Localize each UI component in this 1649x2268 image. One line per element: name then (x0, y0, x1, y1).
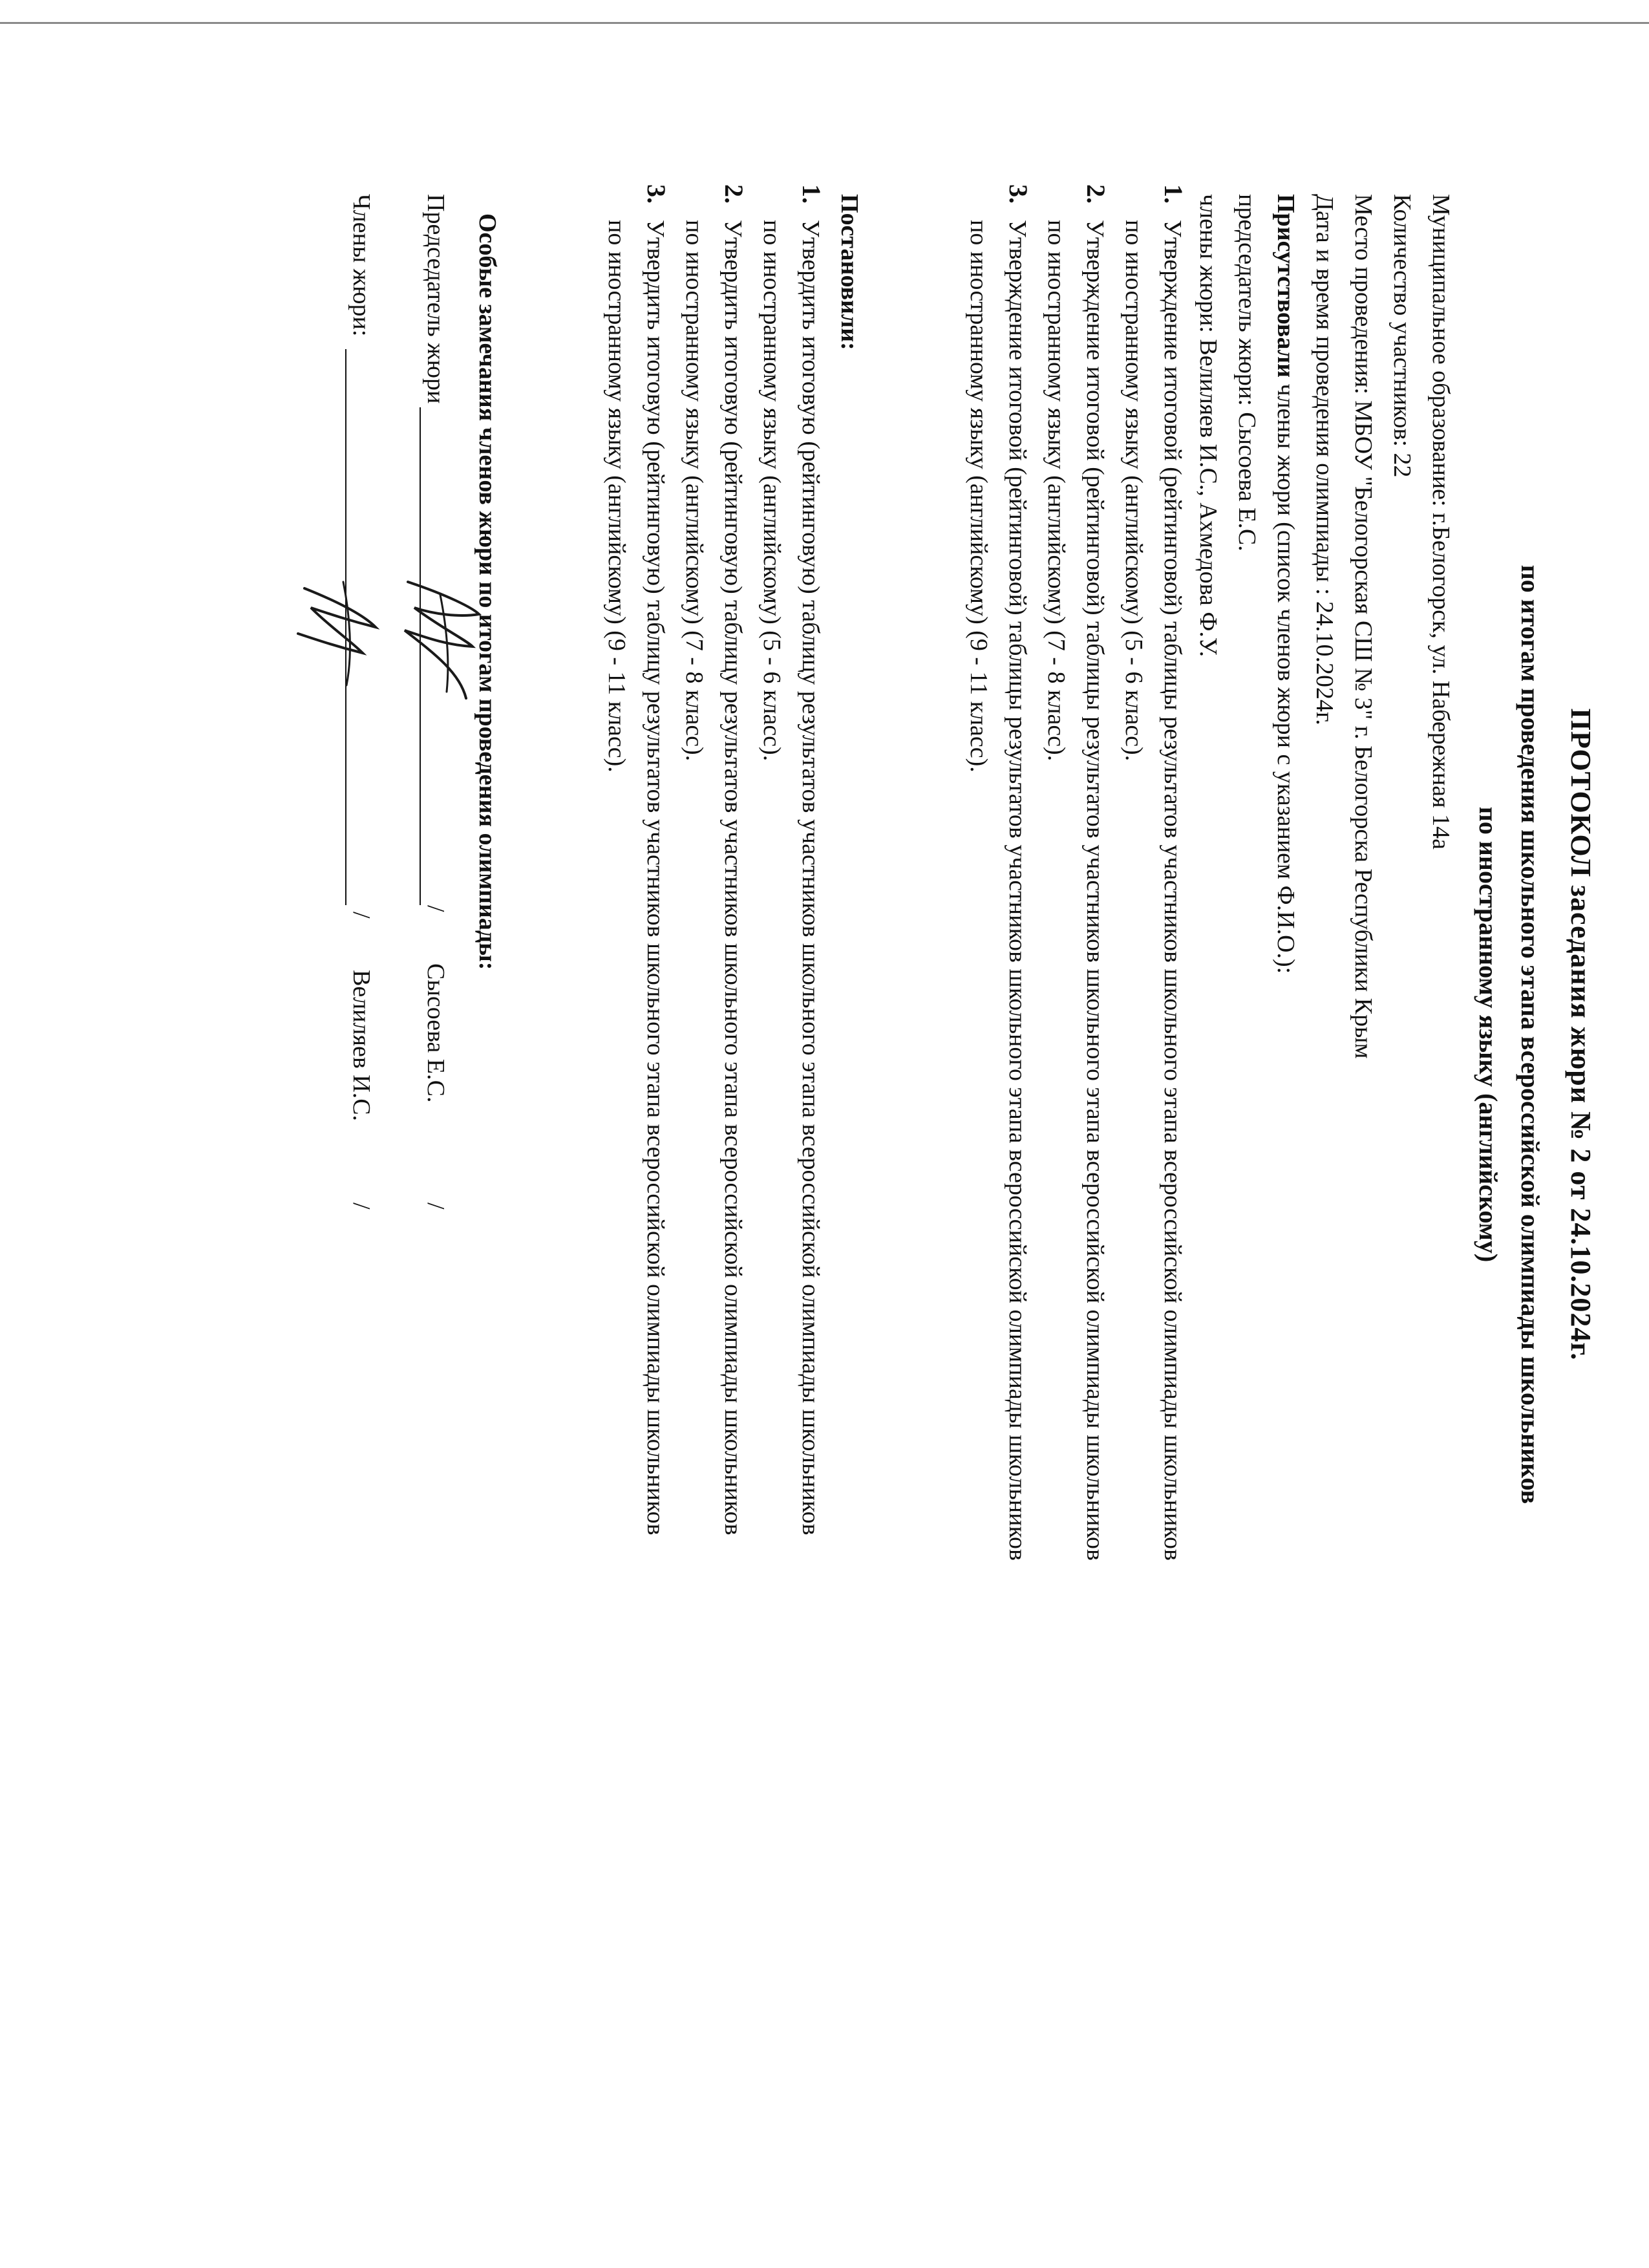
municipality-line: Муниципальное образование: г.Белогорск, ул. Набережная 14а (1427, 194, 1454, 850)
agenda-number: 3. (1004, 184, 1033, 204)
slash-mark: / (348, 1203, 375, 1210)
members-signature-label: Члены жюри: (348, 194, 375, 337)
chair-signature-label: Председатель жюри (422, 194, 449, 404)
slash-mark: / (422, 1203, 449, 1210)
members-line: члены жюри: Велиляев И.С., Ахмедова Ф.У. (1195, 194, 1222, 658)
resolved-number: 3. (642, 184, 671, 204)
resolved-number: 1. (797, 184, 826, 204)
agenda-item-line: по иностранному языку (английскому) (5 - 6 класс). (1120, 220, 1147, 762)
agenda-item-line: Утверждение итоговой (рейтинговой) таблицы результатов участников школьного этапа всероссийской олимпиады школьников (1004, 220, 1031, 1561)
venue-line: Место проведения: МБОУ "Белогорская СШ № 3" г. Белогорска Республики Крым (1350, 194, 1377, 1059)
resolved-number: 2. (719, 184, 749, 204)
slash-mark: / (348, 912, 375, 919)
chair-name: Сысоева Е.С. (422, 963, 449, 1103)
participants-line: Количество участников: 22 (1388, 194, 1416, 478)
resolved-item-line: Утвердить итоговую (рейтинговую) таблицу результатов участников школьного этапа всероссийской олимпиады школьников (719, 220, 747, 1535)
present-heading-rest: члены жюри (список членов жюри с указанием Ф.И.О.): (1272, 378, 1299, 974)
chair-handwritten-signature (395, 569, 485, 711)
agenda-item-line: по иностранному языку (английскому) (7 - 8 класс). (1043, 220, 1070, 762)
resolved-item-line: Утвердить итоговую (рейтинговую) таблицу результатов участников школьного этапа всероссийской олимпиады школьников (642, 220, 669, 1535)
present-line (1271, 194, 1300, 974)
resolved-item-line: по иностранному языку (английскому) (7 - 8 класс). (681, 220, 708, 762)
resolved-item-line: по иностранному языку (английскому) (5 - 6 класс). (758, 220, 785, 762)
agenda-item-line: Утверждение итоговой (рейтинговой) таблицы результатов участников школьного этапа всероссийской олимпиады школьников (1159, 220, 1186, 1561)
chairman-line: председатель жюри: Сысоева Е.С. (1233, 194, 1261, 551)
slash-mark: / (422, 905, 449, 912)
present-heading: Присутствовали (1272, 194, 1299, 378)
protocol-subject: по иностранному языку (английскому) (1474, 806, 1503, 1263)
agenda-item-line: Утверждение итоговой (рейтинговой) таблицы результатов участников школьного этапа всероссийской олимпиады школьников (1081, 220, 1109, 1561)
protocol-title: ПРОТОКОЛ заседания жюри № 2 от 24.10.2024г. (1565, 708, 1597, 1361)
datetime-line: Дата и время проведения олимпиады : 24.10.2024г. (1311, 194, 1338, 725)
remarks-heading: Особые замечания членов жюри по итогам проведения олимпиады: (474, 213, 501, 970)
agenda-number: 2. (1081, 184, 1111, 204)
agenda-item-line: по иностранному языку (английскому) (9 - 11 класс). (965, 220, 992, 773)
resolved-item-line: по иностранному языку (английскому) (9 - 11 класс). (603, 220, 630, 773)
agenda-number: 1. (1159, 184, 1188, 204)
resolved-item-line: Утвердить итоговую (рейтинговую) таблицу результатов участников школьного этапа всероссийской олимпиады школьников (797, 220, 824, 1535)
protocol-subtitle: по итогам проведения школьного этапа всероссийской олимпиады школьников (1516, 564, 1545, 1504)
member-handwritten-signature (292, 569, 388, 698)
resolved-heading: Постановили: (836, 194, 863, 350)
member-name: Велиляев И.С. (348, 970, 375, 1122)
